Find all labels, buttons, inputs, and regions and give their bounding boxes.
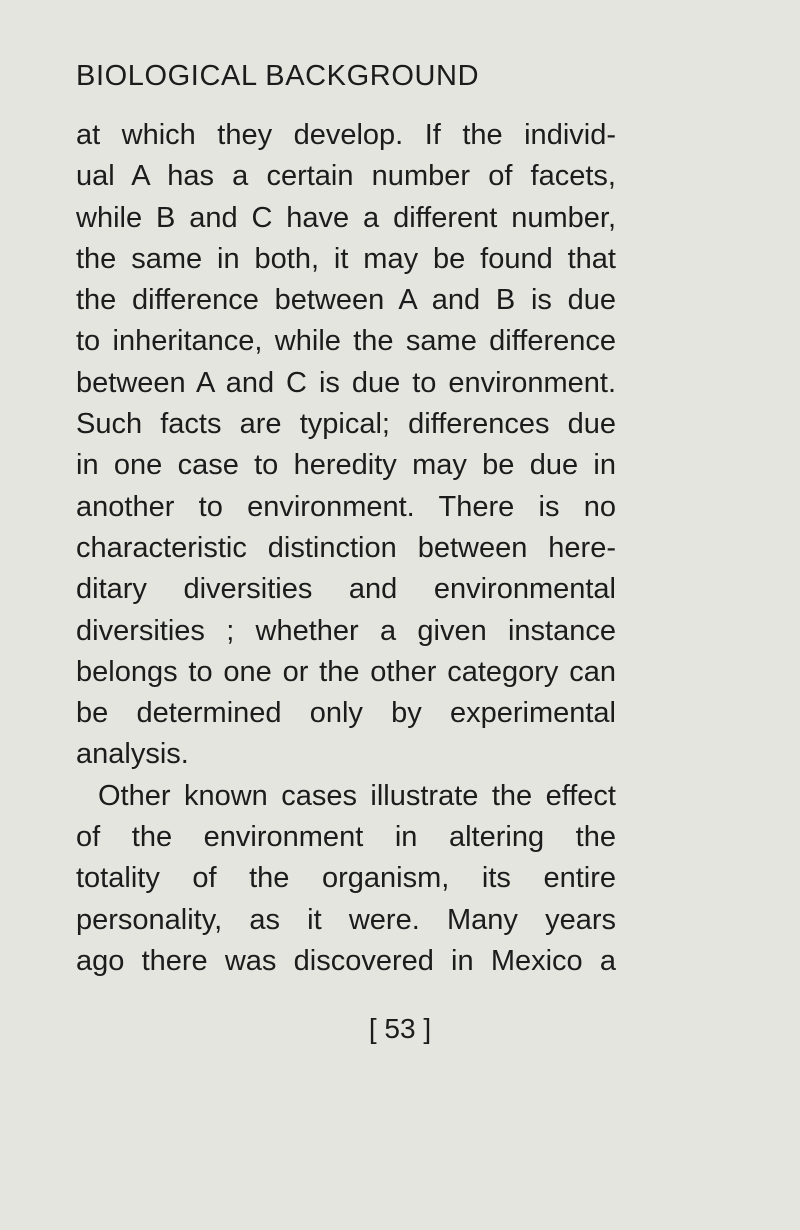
body-text	[76, 115, 616, 982]
text-line: between A and C is due to environment.	[76, 366, 616, 399]
text-line: the same in both, it may be found that	[76, 242, 616, 275]
text-line: analysis.	[76, 738, 189, 771]
text-line: at which they develop. If the individ-	[76, 119, 616, 151]
text-line: to inheritance, while the same difference	[76, 325, 616, 358]
text-line: ago there was discovered in Mexico a	[76, 944, 616, 977]
running-head: BIOLOGICAL BACKGROUND	[76, 60, 480, 92]
text-line: of the environment in altering the	[76, 821, 616, 854]
text-line: in one case to heredity may be due in	[76, 449, 616, 482]
text-line: totality of the organism, its entire	[76, 862, 616, 895]
text-line: characteristic distinction between here-	[76, 531, 616, 564]
text-line: another to environment. There is no	[76, 490, 616, 523]
text-line: ditary diversities and environmental	[76, 573, 616, 606]
text-line: ual A has a certain number of facets,	[76, 160, 616, 193]
page-number: [ 53 ]	[368, 1013, 432, 1044]
text-line: the difference between A and B is due	[76, 284, 616, 317]
text-line: be determined only by experimental	[76, 697, 616, 730]
text-line: Such facts are typical; differences due	[76, 408, 616, 441]
text-line: diversities ; whether a given instance	[76, 614, 616, 647]
text-line: while B and C have a different number,	[76, 201, 616, 234]
text-line: belongs to one or the other category can	[76, 655, 616, 688]
paragraph-first-line: Other known cases illustrate the effect	[98, 779, 616, 812]
text-line: personality, as it were. Many years	[76, 903, 616, 936]
